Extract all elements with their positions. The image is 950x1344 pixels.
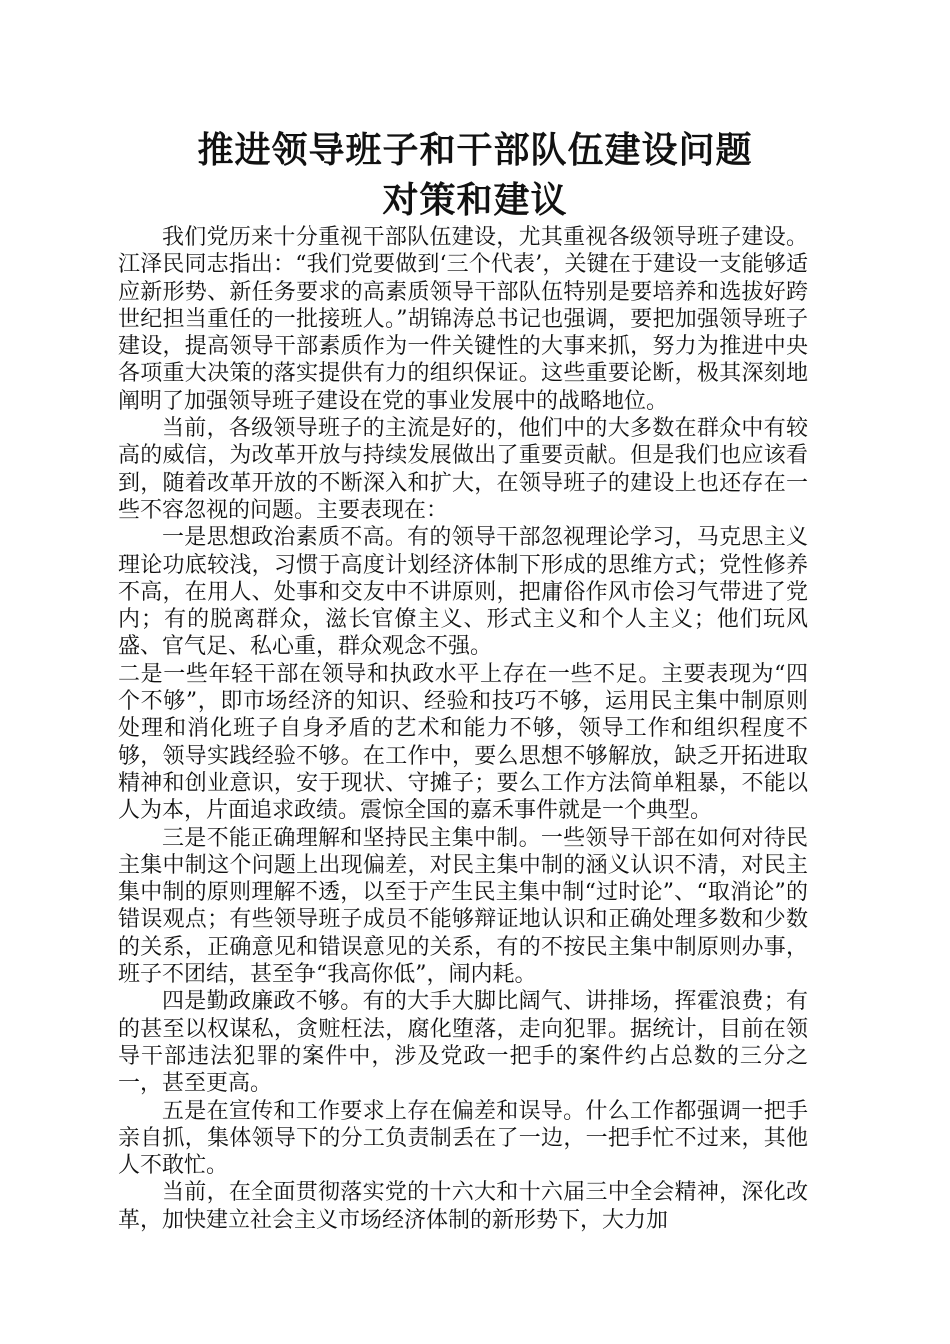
paragraph-problem-5: 五是在宣传和工作要求上存在偏差和误导。什么工作都强调一把手亲自抓，集体领导下的分工负责制丢在了一边，一把手忙不过来，其他人不敢忙。 (118, 1098, 808, 1179)
paragraph-conclusion-start: 当前，在全面贯彻落实党的十六大和十六届三中全会精神，深化改革，加快建立社会主义市场经济体制的新形势下，大力加 (118, 1180, 808, 1233)
document-body (118, 224, 808, 1234)
document-title-line-2: 对策和建议 (382, 179, 568, 221)
paragraph-current-situation: 当前，各级领导班子的主流是好的，他们中的大多数在群众中有较高的威信，为改革开放与持续发展做出了重要贡献。但是我们也应该看到，随着改革开放的不断深入和扩大，在领导班子的建设上也还存在一些不容忽视的问题。主要表现在： (118, 416, 808, 523)
paragraph-problem-1: 一是思想政治素质不高。有的领导干部忽视理论学习，马克思主义理论功底较浅，习惯于高度计划经济体制下形成的思维方式；党性修养不高，在用人、处事和交友中不讲原则，把庸俗作风市侩习气带进了党内；有的脱离群众，滋长官僚主义、形式主义和个人主义；他们玩风盛、官气足、私心重，群众观念不强。 (118, 525, 808, 660)
paragraph-intro: 我们党历来十分重视干部队伍建设，尤其重视各级领导班子建设。江泽民同志指出：“我们党要做到‘三个代表’，关键在于建设一支能够适应新形势、新任务要求的高素质领导干部队伍特别是要培养和选拔好跨世纪担当重任的一批接班人。”胡锦涛总书记也强调，要把加强领导班子建设，提高领导干部素质作为一件关键性的大事来抓，努力为推进中央各项重大决策的落实提供有力的组织保证。这些重要论断，极其深刻地阐明了加强领导班子建设在党的事业发展中的战略地位。 (118, 225, 808, 414)
document-title-line-1: 推进领导班子和干部队伍建设问题 (197, 129, 753, 171)
paragraph-problem-3: 三是不能正确理解和坚持民主集中制。一些领导干部在如何对待民主集中制这个问题上出现偏差，对民主集中制的涵义认识不清，对民主集中制的原则理解不透，以至于产生民主集中制“过时论”、“取消论”的错误观点；有些领导班子成员不能够辩证地认识和正确处理多数和少数的关系，正确意见和错误意见的关系，有的不按民主集中制原则办事，班子不团结，甚至争“我高你低”，闹内耗。 (118, 825, 808, 988)
paragraph-problem-4: 四是勤政廉政不够。有的大手大脚比阔气、讲排场，挥霍浪费；有的甚至以权谋私，贪赃枉法，腐化堕落，走向犯罪。据统计，目前在领导干部违法犯罪的案件中，涉及党政一把手的案件约占总数的三分之一，甚至更高。 (118, 989, 808, 1097)
paragraph-problem-2: 二是一些年轻干部在领导和执政水平上存在一些不足。主要表现为“四个不够”，即市场经济的知识、经验和技巧不够，运用民主集中制原则处理和消化班子自身矛盾的艺术和能力不够，领导工作和组织程度不够，领导实践经验不够。在工作中，要么思想不够解放，缺乏开拓进取精神和创业意识，安于现状、守摊子；要么工作方法简单粗暴，不能以人为本，片面追求政绩。震惊全国的嘉禾事件就是一个典型。 (118, 661, 808, 824)
